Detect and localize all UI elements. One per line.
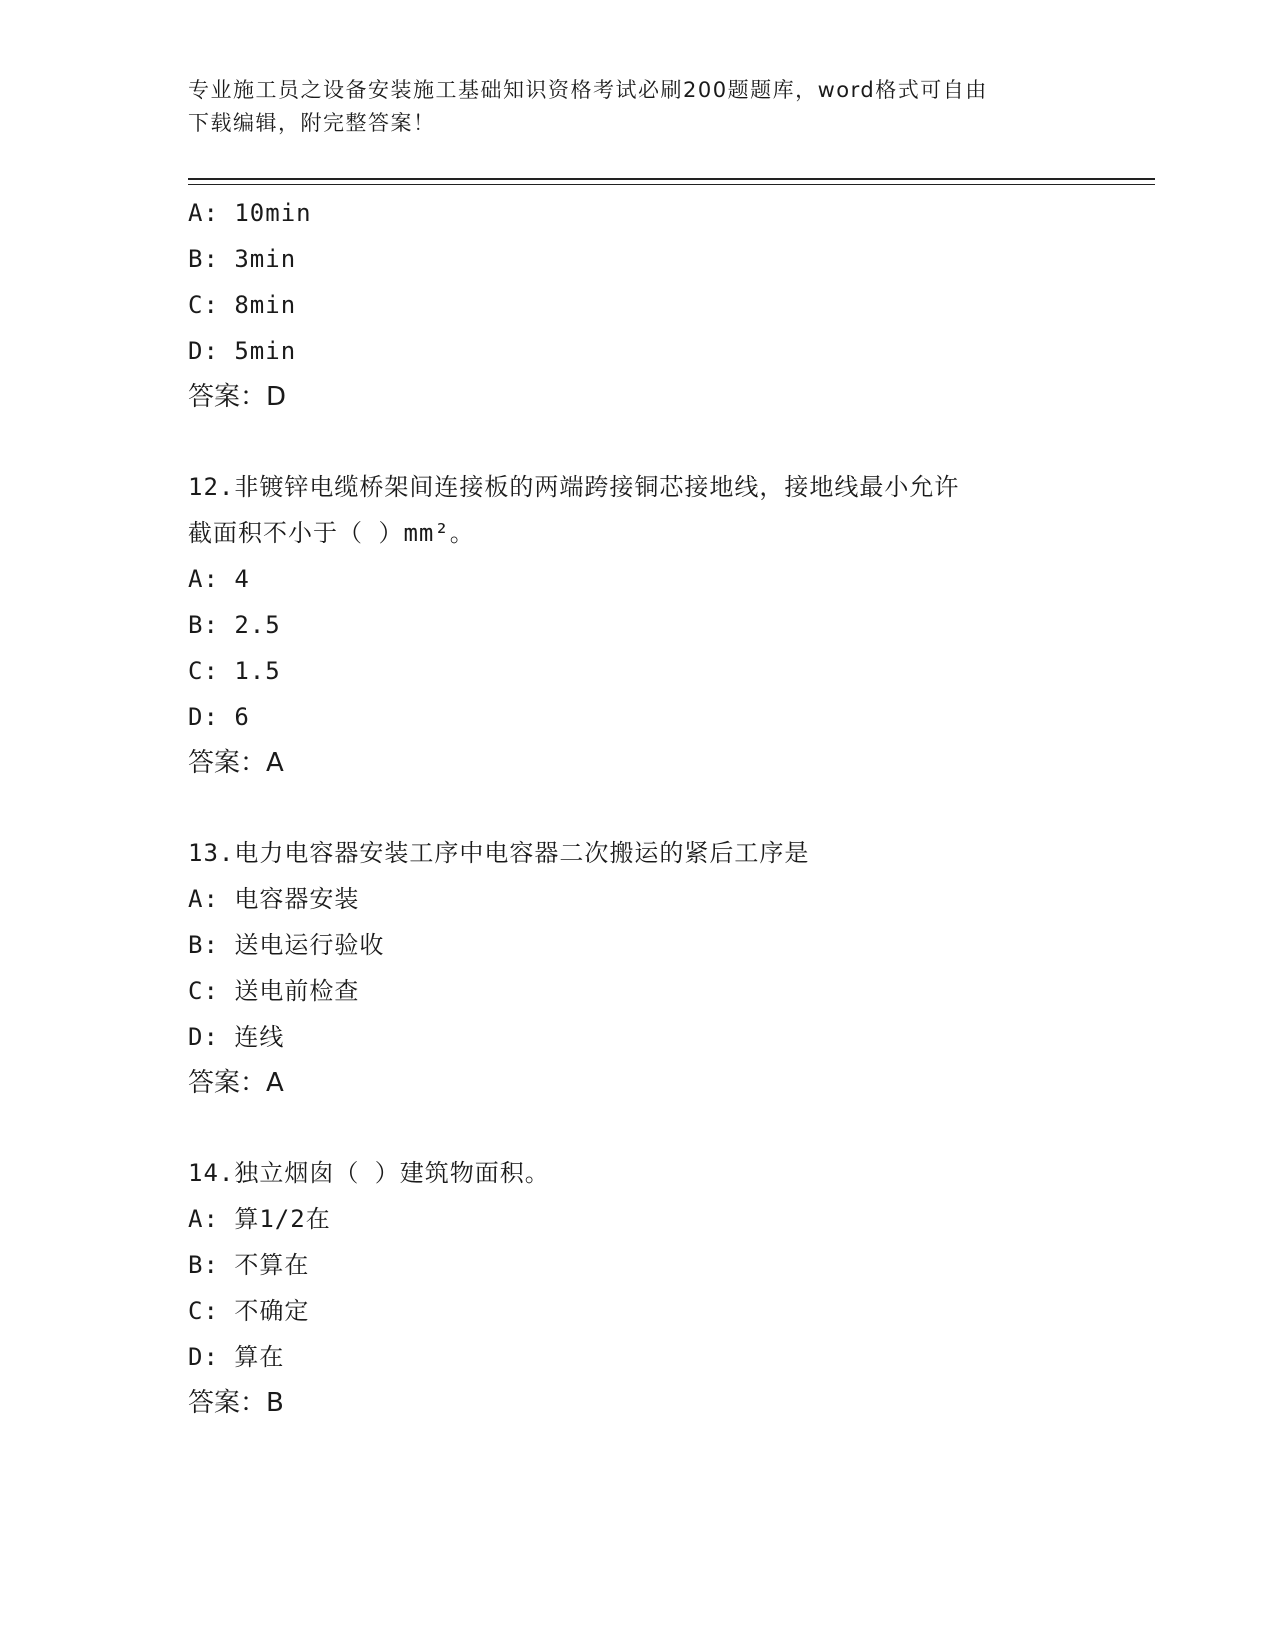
option-b: B: 3min [188, 245, 297, 273]
question-14 [188, 1150, 1088, 1426]
option-d: D: 5min [188, 337, 297, 365]
option-b: B: 2.5 [188, 611, 281, 639]
question-stem-line-1: 13.电力电容器安装工序中电容器二次搬运的紧后工序是 [188, 839, 810, 867]
option-b: B: 不算在 [188, 1251, 310, 1279]
question-13 [188, 830, 1088, 1106]
option-a: A: 4 [188, 565, 250, 593]
option-d: D: 连线 [188, 1023, 285, 1051]
option-a: A: 10min [188, 199, 312, 227]
answer-line: 答案：A [188, 748, 284, 778]
question-12 [188, 464, 1088, 786]
option-b: B: 送电运行验收 [188, 931, 385, 959]
header-line-2: 下载编辑，附完整答案！ [188, 111, 436, 135]
option-d: D: 6 [188, 703, 250, 731]
question-list [188, 190, 1088, 1426]
question-11 [188, 190, 1088, 420]
header-divider-thin [188, 184, 1155, 185]
answer-line: 答案：A [188, 1068, 284, 1098]
option-c: C: 8min [188, 291, 297, 319]
option-a: A: 算1/2在 [188, 1205, 331, 1233]
header-divider-thick [188, 178, 1155, 180]
question-stem-line-1: 12.非镀锌电缆桥架间连接板的两端跨接铜芯接地线，接地线最小允许 [188, 473, 960, 501]
answer-line: 答案：B [188, 1388, 284, 1418]
header-line-1: 专业施工员之设备安装施工基础知识资格考试必刷200题题库，word格式可自由 [188, 78, 988, 102]
spacer [188, 420, 1088, 464]
option-c: C: 送电前检查 [188, 977, 360, 1005]
spacer [188, 1106, 1088, 1150]
question-stem-line-1: 14.独立烟囱（ ）建筑物面积。 [188, 1159, 550, 1187]
question-stem-line-2: 截面积不小于（ ）mm²。 [188, 519, 475, 547]
option-a: A: 电容器安装 [188, 885, 360, 913]
document-header [188, 74, 1088, 140]
spacer [188, 786, 1088, 830]
option-d: D: 算在 [188, 1343, 285, 1371]
answer-line: 答案：D [188, 382, 287, 412]
option-c: C: 不确定 [188, 1297, 310, 1325]
option-c: C: 1.5 [188, 657, 281, 685]
